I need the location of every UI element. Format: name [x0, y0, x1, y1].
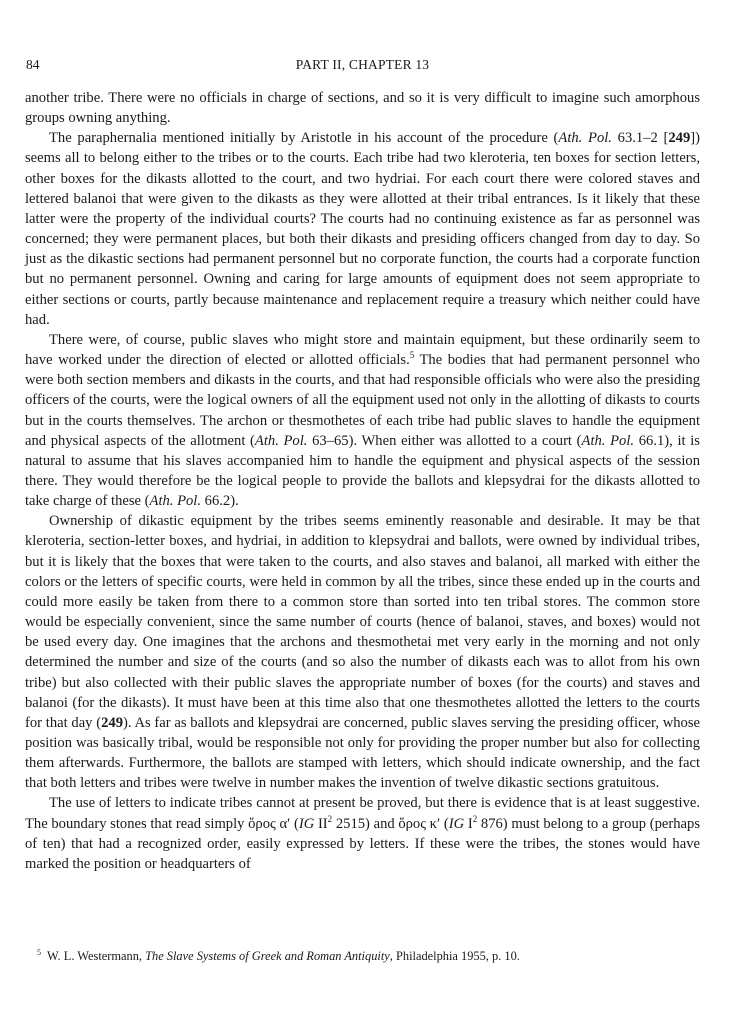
superscript: 2: [327, 813, 333, 824]
footnote: $^5$ W. L. Westermann, The Slave Systems of Greek and Roman Antiquity, Philadelphia 1955, p. 10.: [37, 948, 520, 963]
page-number: 84: [26, 57, 40, 72]
footnote-reference[interactable]: 5: [409, 350, 415, 361]
citation: Ath. Pol.: [254, 432, 308, 449]
body-text: [25, 88, 700, 874]
citation: Ath. Pol.: [149, 493, 202, 510]
citation: Ath. Pol.: [558, 130, 612, 147]
running-head: PART II, CHAPTER 13: [295, 57, 430, 72]
citation: Ath. Pol.: [581, 432, 635, 449]
document-reference: 249: [668, 130, 691, 147]
inscription-citation: IG: [448, 815, 465, 832]
superscript: 2: [472, 813, 478, 824]
inscription-citation: IG: [298, 815, 315, 832]
page-header: [25, 57, 700, 77]
footnote-number: 5: [37, 948, 41, 957]
document-reference: 249: [101, 714, 123, 731]
paragraph-5: The use of letters to indicate tribes cannot at present be proved, but there is evidence that is at least suggestive. The boundary stones that read simply ὅρος α′ (IG $II^2$ 2515) and ὅρος κ′ (IG $I^2$ 876) must belong to a group (perhaps of ten) that had a recognized order, easily expressed by letters. If these were the tribes, the stones would have marked the position or headquarters of: [25, 795, 700, 872]
paragraph-1: another tribe. There were no officials in charge of sections, and so it is very difficult to imagine such amorphous groups owning anything.: [25, 90, 700, 127]
book-page: [25, 0, 700, 1024]
paragraph-4: Ownership of dikastic equipment by the tribes seems eminently reasonable and desirable. It may be that kleroteria, section-letter boxes, and hydriai, in addition to klepsydrai and ballots, were owned by individual tribes, but it is likely that the boxes that were taken to the courts, and also staves and balanoi, all marked with either the colors or the letters of specific courts, were held in common by all the tribes, since these ended up in the courts and could more easily be taken from there to a common store than sorted into ten tribal stores. The common store would be especially convenient, since the same number of courts (hence of balanoi, staves, and boxes) would not be used every day. One imagines that the archons and thesmothetai met very early in the morning and not only determined the number and size of the courts (and so also the number of dikasts each was to allot from his own tribe) but also collected with their public slaves the appropriate number of boxes (for the courts) and staves and balanoi (for the dikasts). It must have been at this time also that one thesmothetes allotted the letters to the courts for that day (249). As far as ballots and klepsydrai are concerned, public slaves serving the presiding officer, whose position was basically tribal, would be responsible not only for providing the proper number but also for collecting them afterwards. Furthermore, the ballots are stamped with letters, which should indicate ownership, and the fact that both letters and tribes were twelve in number makes the invention of twelve dikastic sections gratuitous.: [25, 513, 701, 792]
paragraph-3: There were, of course, public slaves who might store and maintain equipment, but these ordinarily seem to have worked under the direction of elected or allotted officials.$^5$ The bodies that had permanent personnel who were both section members and dikasts in the courts, and that had responsible officials who were also the presiding officers of the courts, were the logical owners of all the equipment used not only in the allotting of dikasts to courts but in the courts themselves. The archon or thesmothetes of each tribe had public slaves to handle the equipment and physical aspects of the allotment (Ath. Pol. 63–65). When either was allotted to a court (Ath. Pol. 66.1), it is natural to assume that his slaves accompanied him to handle the equipment and physical aspects of the session there. They would therefore be the logical people to provide the ballots and klepsydrai for the dikasts allotted to take charge of these (Ath. Pol. 66.2).: [25, 331, 700, 510]
paragraph-2: The paraphernalia mentioned initially by Aristotle in his account of the procedure (Ath. Pol. 63.1–2 [249]) seems all to belong either to the tribes or to the courts. Each tribe had two kleroteria, ten boxes for section letters, other boxes for the dikasts allotted to the court, and two hydriai. For each court there were colored staves and lettered balanoi that were given to the dikasts as they were allotted at their tribal entrances. Is it likely that these latter were the property of the individual courts? The courts had no continuing existence as far as personnel was concerned; they were permanent places, but both their dikasts and presiding officers changed from day to day. So just as the dikastic sections had permanent personnel but no corporate function, the courts had a corporate function but no permanent personnel. Owning and caring for large amounts of equipment does not seem appropriate to either sections or courts, partly because maintenance and replacement require a treasury which neither could have had.: [25, 130, 700, 328]
book-title: The Slave Systems of Greek and Roman Antiquity: [145, 949, 390, 963]
